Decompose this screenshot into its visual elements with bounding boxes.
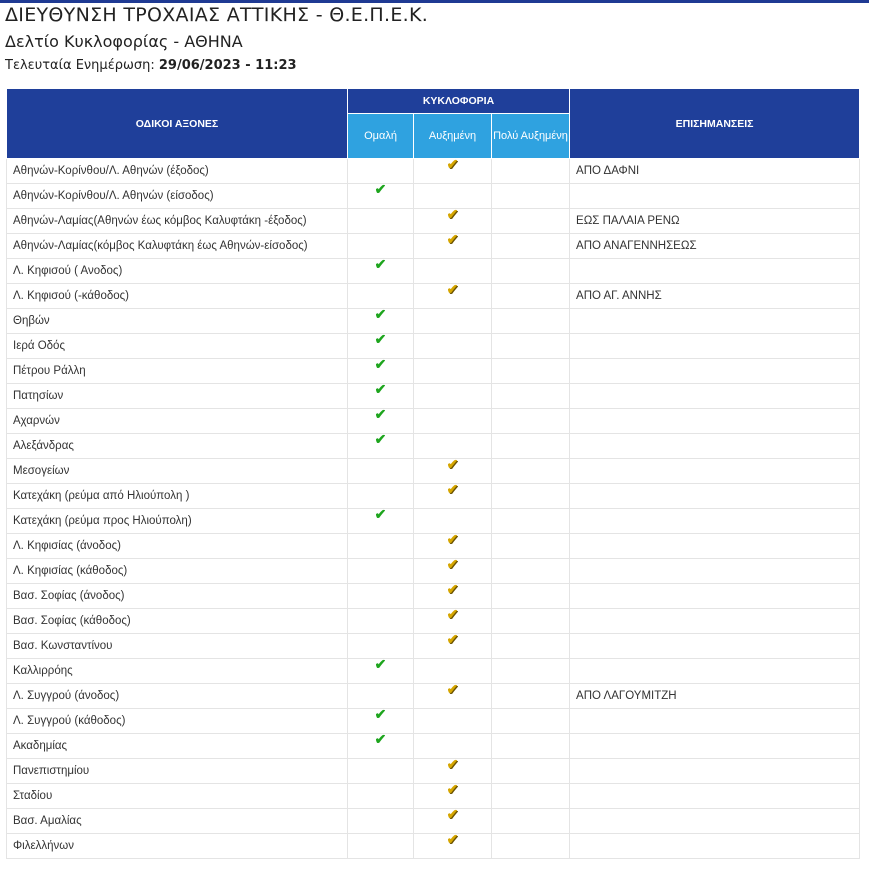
note-cell xyxy=(570,759,860,784)
check-icon: ✔ xyxy=(446,833,459,847)
status-cell-increased xyxy=(414,659,492,684)
check-icon: ✔ xyxy=(446,783,459,797)
note-cell xyxy=(570,434,860,459)
road-name: Λ. Συγγρού (κάθοδος) xyxy=(7,709,348,734)
status-cell-very-increased xyxy=(492,409,570,434)
table-row xyxy=(7,784,860,809)
status-cell-increased xyxy=(414,309,492,334)
note-cell xyxy=(570,609,860,634)
status-cell-increased xyxy=(414,584,492,609)
status-cell-normal xyxy=(348,834,414,859)
traffic-table-body xyxy=(7,159,860,859)
status-cell-increased xyxy=(414,559,492,584)
status-cell-increased xyxy=(414,709,492,734)
status-cell-normal xyxy=(348,509,414,534)
table-row xyxy=(7,359,860,384)
status-cell-increased xyxy=(414,484,492,509)
note-cell xyxy=(570,509,860,534)
status-cell-increased xyxy=(414,359,492,384)
note-cell xyxy=(570,334,860,359)
status-cell-very-increased xyxy=(492,384,570,409)
status-cell-very-increased xyxy=(492,334,570,359)
traffic-table xyxy=(6,88,860,859)
check-icon: ✔ xyxy=(374,433,387,447)
status-cell-increased xyxy=(414,459,492,484)
road-name: Σταδίου xyxy=(7,784,348,809)
table-row xyxy=(7,159,860,184)
status-cell-normal xyxy=(348,684,414,709)
check-icon: ✔ xyxy=(374,658,387,672)
note-cell xyxy=(570,709,860,734)
check-icon: ✔ xyxy=(446,458,459,472)
note-cell xyxy=(570,659,860,684)
header-very-increased: Πολύ Αυξημένη xyxy=(492,114,570,159)
status-cell-very-increased xyxy=(492,234,570,259)
note-cell: ΑΠΟ ΔΑΦΝΙ xyxy=(570,159,860,184)
status-cell-increased xyxy=(414,234,492,259)
table-row xyxy=(7,559,860,584)
status-cell-increased xyxy=(414,809,492,834)
header-notes: ΕΠΙΣΗΜΑΝΣΕΙΣ xyxy=(570,89,860,159)
status-cell-normal xyxy=(348,359,414,384)
status-cell-very-increased xyxy=(492,834,570,859)
note-cell: ΑΠΟ ΑΓ. ΑΝΝΗΣ xyxy=(570,284,860,309)
status-cell-normal xyxy=(348,659,414,684)
last-update-value: 29/06/2023 - 11:23 xyxy=(158,58,297,73)
header-roads: ΟΔΙΚΟΙ ΑΞΟΝΕΣ xyxy=(7,89,348,159)
page-subtitle: Δελτίο Κυκλοφορίας - ΑΘΗΝΑ xyxy=(5,32,243,51)
check-icon: ✔ xyxy=(446,283,459,297)
check-icon: ✔ xyxy=(374,733,387,747)
road-name: Λ. Κηφισού (-κάθοδος) xyxy=(7,284,348,309)
header-normal: Ομαλή xyxy=(348,114,414,159)
road-name: Αθηνών-Λαμίας(κόμβος Καλυφτάκη έως Αθηνών-είσοδος) xyxy=(7,234,348,259)
table-row xyxy=(7,209,860,234)
road-name: Καλλιρρόης xyxy=(7,659,348,684)
check-icon: ✔ xyxy=(446,483,459,497)
table-row xyxy=(7,759,860,784)
status-cell-increased xyxy=(414,784,492,809)
note-cell xyxy=(570,459,860,484)
table-row xyxy=(7,509,860,534)
table-row xyxy=(7,534,860,559)
status-cell-normal xyxy=(348,184,414,209)
header-traffic: ΚΥΚΛΟΦΟΡΙΑ xyxy=(348,89,570,114)
status-cell-increased xyxy=(414,509,492,534)
check-icon: ✔ xyxy=(446,583,459,597)
check-icon: ✔ xyxy=(446,808,459,822)
road-name: Αλεξάνδρας xyxy=(7,434,348,459)
road-name: Λ. Κηφισού ( Ανοδος) xyxy=(7,259,348,284)
status-cell-normal xyxy=(348,634,414,659)
status-cell-very-increased xyxy=(492,534,570,559)
table-row xyxy=(7,834,860,859)
road-name: Αθηνών-Λαμίας(Αθηνών έως κόμβος Καλυφτάκη -έξοδος) xyxy=(7,209,348,234)
table-row xyxy=(7,809,860,834)
note-cell xyxy=(570,834,860,859)
note-cell: ΑΠΟ ΛΑΓΟΥΜΙΤΖΗ xyxy=(570,684,860,709)
check-icon: ✔ xyxy=(374,408,387,422)
check-icon: ✔ xyxy=(446,233,459,247)
road-name: Πανεπιστημίου xyxy=(7,759,348,784)
status-cell-increased xyxy=(414,609,492,634)
table-row xyxy=(7,659,860,684)
status-cell-normal xyxy=(348,209,414,234)
status-cell-very-increased xyxy=(492,159,570,184)
road-name: Πέτρου Ράλλη xyxy=(7,359,348,384)
road-name: Αχαρνών xyxy=(7,409,348,434)
status-cell-normal xyxy=(348,784,414,809)
road-name: Λ. Κηφισίας (άνοδος) xyxy=(7,534,348,559)
status-cell-increased xyxy=(414,334,492,359)
status-cell-normal xyxy=(348,559,414,584)
note-cell xyxy=(570,484,860,509)
page-title: ΔΙΕΥΘΥΝΣΗ ΤΡΟΧΑΙΑΣ ΑΤΤΙΚΗΣ - Θ.Ε.Π.Ε.Κ. xyxy=(5,4,429,26)
check-icon: ✔ xyxy=(374,708,387,722)
check-icon: ✔ xyxy=(446,533,459,547)
check-icon: ✔ xyxy=(374,333,387,347)
note-cell xyxy=(570,534,860,559)
status-cell-normal xyxy=(348,759,414,784)
table-row xyxy=(7,234,860,259)
status-cell-very-increased xyxy=(492,709,570,734)
note-cell xyxy=(570,184,860,209)
table-row xyxy=(7,709,860,734)
status-cell-increased xyxy=(414,384,492,409)
note-cell xyxy=(570,384,860,409)
status-cell-normal xyxy=(348,409,414,434)
status-cell-normal xyxy=(348,709,414,734)
last-update-label: Τελευταία Ενημέρωση: xyxy=(5,58,155,73)
check-icon: ✔ xyxy=(374,383,387,397)
table-row xyxy=(7,634,860,659)
table-row xyxy=(7,409,860,434)
status-cell-very-increased xyxy=(492,684,570,709)
road-name: Βασ. Κωνσταντίνου xyxy=(7,634,348,659)
status-cell-normal xyxy=(348,384,414,409)
road-name: Αθηνών-Κορίνθου/Λ. Αθηνών (έξοδος) xyxy=(7,159,348,184)
status-cell-very-increased xyxy=(492,184,570,209)
note-cell xyxy=(570,559,860,584)
table-row xyxy=(7,459,860,484)
status-cell-very-increased xyxy=(492,459,570,484)
status-cell-very-increased xyxy=(492,734,570,759)
road-name: Θηβών xyxy=(7,309,348,334)
road-name: Βασ. Σοφίας (άνοδος) xyxy=(7,584,348,609)
check-icon: ✔ xyxy=(374,258,387,272)
status-cell-normal xyxy=(348,534,414,559)
table-row xyxy=(7,484,860,509)
status-cell-very-increased xyxy=(492,659,570,684)
status-cell-very-increased xyxy=(492,759,570,784)
header-increased: Αυξημένη xyxy=(414,114,492,159)
status-cell-very-increased xyxy=(492,559,570,584)
status-cell-normal xyxy=(348,309,414,334)
status-cell-increased xyxy=(414,259,492,284)
note-cell xyxy=(570,784,860,809)
road-name: Φιλελλήνων xyxy=(7,834,348,859)
status-cell-normal xyxy=(348,284,414,309)
status-cell-normal xyxy=(348,234,414,259)
road-name: Μεσογείων xyxy=(7,459,348,484)
note-cell xyxy=(570,409,860,434)
status-cell-very-increased xyxy=(492,284,570,309)
status-cell-normal xyxy=(348,734,414,759)
road-name: Βασ. Αμαλίας xyxy=(7,809,348,834)
status-cell-normal xyxy=(348,809,414,834)
note-cell xyxy=(570,734,860,759)
status-cell-very-increased xyxy=(492,484,570,509)
road-name: Λ. Συγγρού (άνοδος) xyxy=(7,684,348,709)
note-cell xyxy=(570,634,860,659)
status-cell-increased xyxy=(414,534,492,559)
status-cell-increased xyxy=(414,159,492,184)
check-icon: ✔ xyxy=(446,558,459,572)
status-cell-normal xyxy=(348,434,414,459)
road-name: Βασ. Σοφίας (κάθοδος) xyxy=(7,609,348,634)
status-cell-increased xyxy=(414,634,492,659)
road-name: Αθηνών-Κορίνθου/Λ. Αθηνών (είσοδος) xyxy=(7,184,348,209)
table-row xyxy=(7,684,860,709)
status-cell-increased xyxy=(414,834,492,859)
check-icon: ✔ xyxy=(446,608,459,622)
status-cell-very-increased xyxy=(492,259,570,284)
table-row xyxy=(7,184,860,209)
table-row xyxy=(7,434,860,459)
status-cell-normal xyxy=(348,259,414,284)
status-cell-increased xyxy=(414,434,492,459)
road-name: Πατησίων xyxy=(7,384,348,409)
table-row xyxy=(7,309,860,334)
status-cell-very-increased xyxy=(492,584,570,609)
last-update xyxy=(5,57,297,74)
note-cell: ΕΩΣ ΠΑΛΑΙΑ ΡΕΝΩ xyxy=(570,209,860,234)
status-cell-very-increased xyxy=(492,609,570,634)
status-cell-normal xyxy=(348,159,414,184)
table-row xyxy=(7,734,860,759)
road-name: Ακαδημίας xyxy=(7,734,348,759)
status-cell-very-increased xyxy=(492,209,570,234)
status-cell-very-increased xyxy=(492,434,570,459)
status-cell-normal xyxy=(348,484,414,509)
status-cell-very-increased xyxy=(492,359,570,384)
status-cell-normal xyxy=(348,584,414,609)
status-cell-normal xyxy=(348,459,414,484)
check-icon: ✔ xyxy=(446,208,459,222)
check-icon: ✔ xyxy=(446,758,459,772)
status-cell-normal xyxy=(348,334,414,359)
check-icon: ✔ xyxy=(446,633,459,647)
status-cell-increased xyxy=(414,759,492,784)
status-cell-very-increased xyxy=(492,784,570,809)
check-icon: ✔ xyxy=(446,158,459,172)
note-cell xyxy=(570,309,860,334)
status-cell-very-increased xyxy=(492,809,570,834)
status-cell-increased xyxy=(414,684,492,709)
road-name: Λ. Κηφισίας (κάθοδος) xyxy=(7,559,348,584)
check-icon: ✔ xyxy=(374,358,387,372)
table-row xyxy=(7,609,860,634)
note-cell: ΑΠΟ ΑΝΑΓΕΝΝΗΣΕΩΣ xyxy=(570,234,860,259)
note-cell xyxy=(570,584,860,609)
road-name: Κατεχάκη (ρεύμα προς Ηλιούπολη) xyxy=(7,509,348,534)
status-cell-increased xyxy=(414,409,492,434)
status-cell-increased xyxy=(414,734,492,759)
note-cell xyxy=(570,809,860,834)
check-icon: ✔ xyxy=(374,183,387,197)
check-icon: ✔ xyxy=(446,683,459,697)
road-name: Ιερά Οδός xyxy=(7,334,348,359)
status-cell-normal xyxy=(348,609,414,634)
check-icon: ✔ xyxy=(374,308,387,322)
status-cell-very-increased xyxy=(492,634,570,659)
table-row xyxy=(7,259,860,284)
status-cell-increased xyxy=(414,209,492,234)
status-cell-increased xyxy=(414,284,492,309)
note-cell xyxy=(570,259,860,284)
table-row xyxy=(7,384,860,409)
road-name: Κατεχάκη (ρεύμα από Ηλιούπολη ) xyxy=(7,484,348,509)
table-row xyxy=(7,584,860,609)
status-cell-very-increased xyxy=(492,509,570,534)
status-cell-very-increased xyxy=(492,309,570,334)
check-icon: ✔ xyxy=(374,508,387,522)
top-accent-bar xyxy=(0,0,869,3)
status-cell-increased xyxy=(414,184,492,209)
table-row xyxy=(7,284,860,309)
table-row xyxy=(7,334,860,359)
note-cell xyxy=(570,359,860,384)
